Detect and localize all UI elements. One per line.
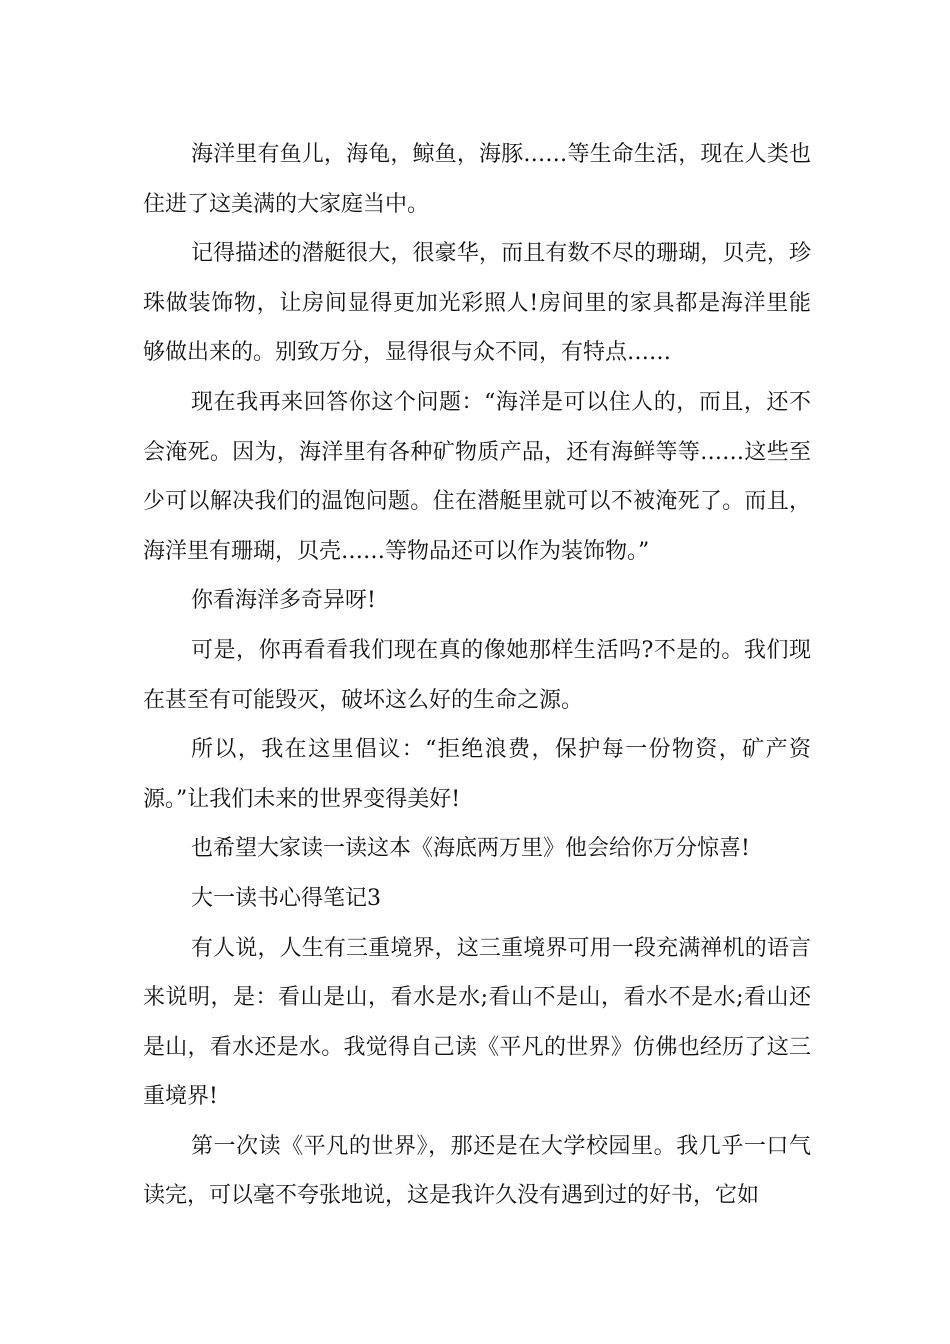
paragraph-recommendation: 也希望大家读一读这本《海底两万里》他会给你万分惊喜! [191,836,750,862]
paragraph-three-realms: 有人说，人生有三重境界，这三重境界可用一段充满禅机的语言来说明，是：看山是山，看水是水;看山不是山，看水不是水;看山还是山，看水还是水。我觉得自己读《平凡的世界》仿佛也经历了这三重境界! [143,935,811,1110]
paragraph-ocean-wonder: 你看海洋多奇异呀! [191,588,376,614]
section-heading: 大一读书心得笔记3 [191,885,381,911]
paragraph-ocean-life: 海洋里有鱼儿，海龟，鲸鱼，海豚……等生命生活，现在人类也住进了这美满的大家庭当中。 [143,142,811,217]
paragraph-answer: 现在我再来回答你这个问题：“海洋是可以住人的，而且，还不会淹死。因为，海洋里有各种矿物质产品，还有海鲜等等……这些至少可以解决我们的温饱问题。住在潜艇里就可以不被淹死了。而且，海洋里有珊瑚，贝壳……等物品还可以作为装饰物。” [143,389,811,564]
document-body [143,130,811,1221]
paragraph-first-reading: 第一次读《平凡的世界》，那还是在大学校园里。我几乎一口气读完，可以毫不夸张地说，这是我许久没有遇到过的好书，它如 [143,1133,811,1209]
paragraph-reality: 可是，你再看看我们现在真的像她那样生活吗?不是的。我们现在甚至有可能毁灭，破坏这么好的生命之源。 [143,637,811,713]
paragraph-submarine-description: 记得描述的潜艇很大，很豪华，而且有数不尽的珊瑚，贝壳，珍珠做装饰物，让房间显得更加光彩照人!房间里的家具都是海洋里能够做出来的。别致万分，显得很与众不同，有特点…… [143,241,811,366]
paragraph-proposal: 所以，我在这里倡议：“拒绝浪费，保护每一份物资，矿产资源。”让我们未来的世界变得美好! [143,737,811,812]
